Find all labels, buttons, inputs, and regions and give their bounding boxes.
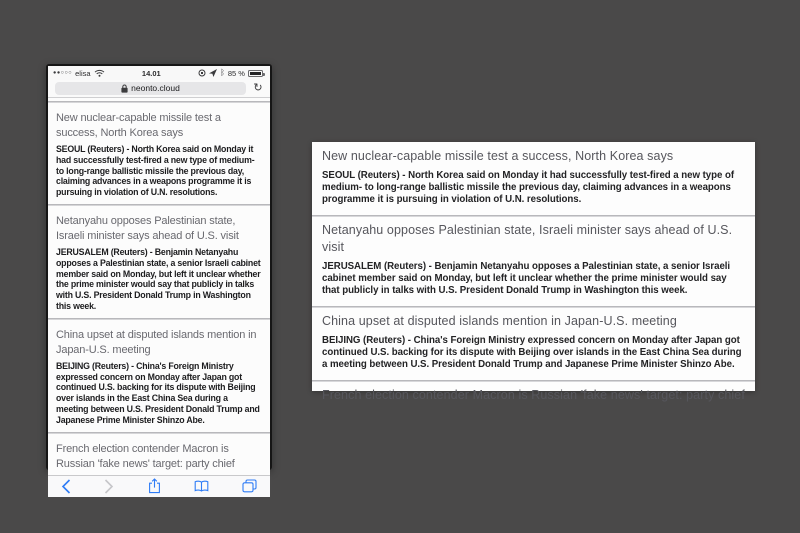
article-body: SEOUL (Reuters) - North Korea said on Monday it had successfully test-fired a new type of medium- to long-range ballistic missile the previous day, claiming advances in a weapons programme it is pursuing in violation of U.N. resolutions. <box>322 170 735 205</box>
article-row[interactable] <box>48 328 270 426</box>
divider <box>312 380 755 382</box>
divider <box>312 306 755 308</box>
article-title: Netanyahu opposes Palestinian state, Israeli minister says ahead of U.S. visit <box>322 223 733 254</box>
divider <box>48 204 270 206</box>
bookmarks-button[interactable] <box>194 480 209 493</box>
wifi-icon <box>94 69 105 77</box>
carrier-label: elisa <box>75 68 91 78</box>
tabs-button[interactable] <box>242 479 257 493</box>
divider <box>48 101 270 103</box>
orientation-lock-icon <box>198 69 206 77</box>
url-text: neonto.cloud <box>131 83 180 93</box>
url-bar <box>48 80 270 98</box>
article-body: SEOUL (Reuters) - North Korea said on Monday it had successfully test-fired a new type of medium- to long-range ballistic missile the previous day, claiming advances in a weapons programme it is pursuing in violation of U.N. resolutions. <box>56 144 255 198</box>
reload-button[interactable]: ↻ <box>253 81 263 94</box>
article-row[interactable] <box>48 111 270 198</box>
article-title: New nuclear-capable missile test a success, North Korea says <box>56 112 221 139</box>
divider <box>48 432 270 434</box>
divider <box>48 318 270 320</box>
article-row[interactable] <box>48 214 270 312</box>
back-button[interactable] <box>61 479 71 494</box>
article-title: China upset at disputed islands mention in Japan-U.S. meeting <box>322 314 677 328</box>
signal-strength-icon: ●●○○○ <box>53 70 73 76</box>
bluetooth-icon: ᛒ <box>220 68 225 77</box>
lock-icon <box>121 84 128 93</box>
status-right <box>198 69 265 78</box>
url-input[interactable] <box>55 82 246 95</box>
battery-percent-label: 85 % <box>227 68 245 78</box>
status-bar <box>48 66 270 80</box>
phone-mockup <box>46 64 272 470</box>
article-body: BEIJING (Reuters) - China's Foreign Ministry expressed concern on Monday after Japan got continued U.S. backing for its dispute with Beijing over islands in the East China Sea during a meeting between U.S. President Donald Trump and Japanese Prime Minister Shinzo Abe. <box>56 360 260 425</box>
article-row[interactable] <box>312 387 755 404</box>
phone-screen <box>48 66 270 468</box>
forward-button[interactable] <box>104 479 114 494</box>
article-title: China upset at disputed islands mention in Japan-U.S. meeting <box>56 328 257 356</box>
safari-toolbar <box>48 475 270 497</box>
article-title: Netanyahu opposes Palestinian state, Israeli minister says ahead of U.S. visit <box>56 214 239 242</box>
article-row[interactable] <box>312 313 755 371</box>
share-button[interactable] <box>148 478 161 494</box>
article-title: French election contender Macron is Russian 'fake news' target: party chief <box>56 442 235 470</box>
divider <box>312 215 755 217</box>
article-body: JERUSALEM (Reuters) - Benjamin Netanyahu opposes a Palestinian state, a senior Israeli cabinet member said on Monday, but left it unclear whether the prime minister would say that publicly in talks with U.S. President Donald Trump in Washington this week. <box>322 261 731 296</box>
location-icon <box>209 69 217 77</box>
article-row[interactable] <box>312 222 755 297</box>
status-left <box>53 69 105 78</box>
battery-icon <box>248 70 263 77</box>
article-row[interactable] <box>312 148 755 206</box>
news-panel <box>312 142 755 402</box>
article-body: JERUSALEM (Reuters) - Benjamin Netanyahu opposes a Palestinian state, a senior Israeli cabinet member said on Monday, but left it unclear whether the prime minister would say that publicly in talks with U.S. President Donald Trump in Washington this week. <box>56 246 261 311</box>
article-row[interactable] <box>48 442 270 472</box>
article-title: French election contender Macron is Russian 'fake news' target: party chief <box>322 388 745 402</box>
clock-label: 14.01 <box>141 68 161 78</box>
article-body: BEIJING (Reuters) - China's Foreign Ministry expressed concern on Monday after Japan got continued U.S. backing for its dispute with Beijing over islands in the East China Sea during a meeting between U.S. President Donald Trump and Japanese Prime Minister Shinzo Abe. <box>322 335 742 370</box>
article-title: New nuclear-capable missile test a success, North Korea says <box>322 149 674 163</box>
phone-article-list[interactable] <box>48 98 270 475</box>
